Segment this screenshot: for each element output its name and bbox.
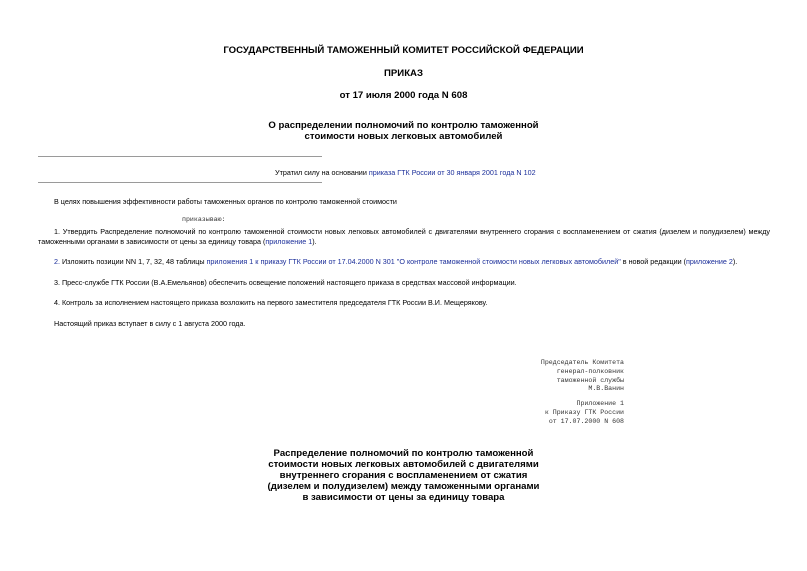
paragraph-1 (38, 227, 770, 247)
intro-paragraph: В целях повышения эффективности работы таможенных органов по контролю таможенной стоимости (54, 197, 397, 206)
paragraph-2-end: ). (732, 257, 738, 266)
paragraph-2 (38, 257, 786, 267)
divider-top (38, 156, 322, 157)
paragraph-4: 4. Контроль за исполнением настоящего приказа возложить на первого заместителя председателя ГТК России В.И. Мещерякову. (54, 298, 488, 307)
appendix-title-line-3: внутреннего сгорания с воспламенением от сжатия (279, 470, 528, 481)
paragraph-2-number-link[interactable]: 2. (54, 257, 60, 266)
appendix-title-line-1: Распределение полномочий по контролю таможенной (273, 448, 534, 459)
signature-line-3: таможенной службы (556, 376, 624, 384)
order-word: приказываю: (182, 216, 226, 223)
paragraph-5: Настоящий приказ вступает в силу с 1 августа 2000 года. (54, 319, 246, 328)
paragraph-2-text: Изложить позиции NN 1, 7, 32, 48 таблицы (60, 257, 207, 266)
appendix-1-link[interactable]: приложение 1 (265, 237, 313, 246)
appendix-title-line-5: в зависимости от цены за единицу товара (302, 492, 505, 503)
repeal-notice-prefix: Утратил силу на основании (275, 168, 369, 177)
appendix-ref-line-2: к Приказу ГТК России (544, 408, 624, 416)
appendix-ref-line-3: от 17.07.2000 N 608 (548, 417, 624, 425)
paragraph-1-end: ). (312, 237, 317, 246)
paragraph-3: 3. Пресс-службе ГТК России (В.А.Емельянов) обеспечить освещение положений настоящего приказа в средствах массовой информации. (54, 278, 517, 287)
paragraph-2-mid: в новой редакции ( (620, 257, 687, 266)
order-301-link[interactable]: приложения 1 к приказу ГТК России от 17.04.2000 N 301 "О контроле таможенной стоимости новых легковых автомобилей" (206, 257, 621, 266)
paragraph-1-text: 1. Утвердить Распределение полномочий по контролю таможенной стоимости новых легковых автомобилей с двигателями внутреннего сгорания с воспламенением от сжатия (дизелем и полудизелем) между таможенными органами в зависимости от цены за единицу товара ( (38, 227, 770, 246)
agency-title: ГОСУДАРСТВЕННЫЙ ТАМОЖЕННЫЙ КОМИТЕТ РОССИЙСКОЙ ФЕДЕРАЦИИ (223, 45, 584, 56)
repeal-notice (275, 168, 536, 177)
divider-bottom (38, 182, 322, 183)
signature-block (541, 359, 624, 394)
doc-title-line-2: стоимости новых легковых автомобилей (304, 131, 503, 142)
appendix-title-line-4: (дизелем и полудизелем) между таможенными органами (267, 481, 540, 492)
signature-name: М.В.Ванин (588, 385, 624, 393)
appendix-reference (545, 400, 624, 426)
doc-type: ПРИКАЗ (384, 68, 423, 79)
appendix-2-link[interactable]: приложение 2 (686, 257, 733, 266)
repeal-notice-link[interactable]: приказа ГТК России от 30 января 2001 года N 102 (368, 168, 536, 177)
doc-date-number: от 17 июля 2000 года N 608 (339, 90, 468, 101)
appendix-title-line-2: стоимости новых легковых автомобилей с двигателями (268, 459, 539, 470)
appendix-ref-line-1: Приложение 1 (576, 400, 624, 407)
signature-line-1: Председатель Комитета (540, 359, 624, 366)
doc-title-line-1: О распределении полномочий по контролю таможенной (268, 120, 539, 131)
signature-line-2: генерал-полковник (556, 367, 624, 375)
